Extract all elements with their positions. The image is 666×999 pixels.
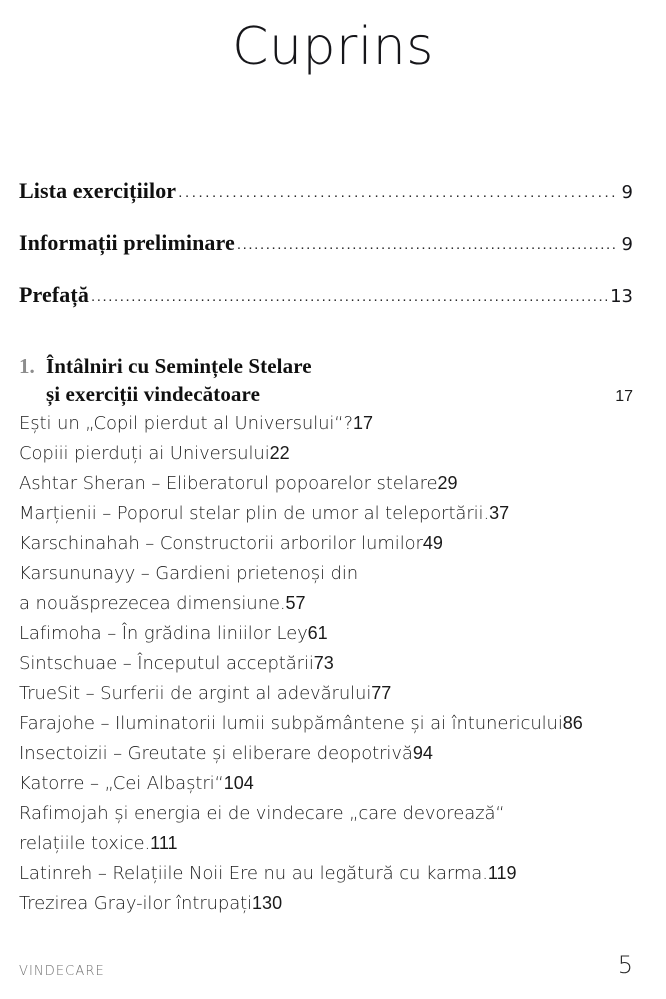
list-item[interactable] — [19, 893, 633, 923]
toc-entry-label: relațiile toxice. — [19, 833, 151, 854]
toc-entry-page: 29 — [437, 473, 458, 493]
footer-page-number: 5 — [617, 951, 633, 979]
toc-entry-page: 13 — [610, 286, 633, 307]
page-footer — [19, 951, 633, 979]
list-item[interactable] — [19, 623, 633, 653]
list-item[interactable] — [19, 803, 633, 833]
list-item[interactable] — [19, 863, 633, 893]
toc-entry-label: Katorre – „Cei Albaștri“ — [19, 773, 224, 794]
list-item[interactable] — [19, 833, 633, 863]
list-item[interactable] — [19, 533, 633, 563]
toc-content — [19, 178, 633, 923]
toc-entry-label: Lista exercițiilor — [19, 178, 177, 203]
toc-entry-page: 119 — [487, 863, 517, 883]
toc-entry-label: a nouăsprezecea dimensiune. — [19, 593, 286, 614]
list-item[interactable] — [19, 743, 633, 773]
page-title: Cuprins — [232, 17, 434, 77]
toc-entry-label: Informații preliminare — [19, 230, 235, 255]
toc-entry-label: Ești un „Copil pierdut al Universului“? — [19, 413, 353, 434]
toc-entry-page: 130 — [252, 893, 283, 913]
toc-entry-label: Marțienii – Poporul stelar plin de umor al teleportării. — [19, 503, 490, 524]
toc-entry-page: 94 — [412, 743, 433, 763]
toc-entry-page: 9 — [621, 234, 633, 255]
spacer — [19, 204, 633, 230]
toc-entry-page: 57 — [285, 593, 306, 613]
list-item[interactable] — [19, 773, 633, 803]
list-item[interactable] — [19, 443, 633, 473]
toc-entry-front[interactable] — [19, 282, 633, 308]
toc-entry-label: Farajohe – Iluminatorii lumii subpământene și ai întunericului — [19, 713, 563, 734]
toc-entry-label: Rafimojah și energia ei de vindecare „care devorează“ — [19, 803, 505, 824]
toc-entry-page: 61 — [307, 623, 328, 643]
toc-entry-label: Ashtar Sheran – Eliberatorul popoarelor stelare — [19, 473, 438, 494]
toc-entry-page: 17 — [352, 413, 374, 433]
list-item[interactable] — [19, 593, 633, 623]
chapter-title-line-2 — [19, 382, 633, 407]
toc-entry-label: TrueSit – Surferii de argint al adevărului — [19, 683, 372, 704]
toc-entry-label: Latinreh – Relațiile Noii Ere nu au legătură cu karma. — [19, 863, 488, 884]
toc-entry-label: Karschinahah – Constructorii arborilor lumilor — [19, 533, 423, 554]
list-item[interactable] — [19, 503, 633, 533]
chapter-heading[interactable] — [19, 354, 633, 407]
toc-entry-label: Trezirea Gray-ilor întrupați — [19, 893, 253, 914]
toc-entry-page: 77 — [371, 683, 392, 703]
toc-entry-page: 49 — [422, 533, 443, 553]
leader-dots — [237, 236, 616, 253]
toc-entry-label: Lafimoha – În grădina liniilor Ley — [19, 623, 308, 644]
toc-entry-page: 86 — [562, 713, 583, 733]
spacer — [19, 308, 633, 354]
leader-dots — [178, 184, 616, 201]
toc-entry-page: 37 — [489, 503, 510, 523]
list-item[interactable] — [19, 563, 633, 593]
list-item[interactable] — [19, 653, 633, 683]
front-matter-list — [19, 178, 633, 308]
toc-entry-label: Insectoizii – Greutate și eliberare deopotrivă — [19, 743, 413, 764]
leader-dots — [91, 288, 607, 305]
chapter-title: Întâlniri cu Semințele Stelare — [46, 354, 312, 378]
toc-entry-label: Sintschuae – Începutul acceptării — [19, 653, 314, 674]
spacer — [19, 256, 633, 282]
toc-entry-label: Copiii pierduți ai Universului — [19, 443, 270, 464]
list-item[interactable] — [19, 473, 633, 503]
section-entry-list — [19, 413, 633, 923]
toc-entry-page: 73 — [313, 653, 334, 673]
toc-entry-label: Karsununayy – Gardieni prietenoși din — [19, 563, 359, 584]
chapter-title-line-1 — [19, 354, 633, 379]
chapter-title-cont: și exerciții vindecătoare — [46, 382, 260, 406]
toc-entry-page: 9 — [621, 182, 633, 203]
toc-entry-label: Prefață — [19, 282, 89, 307]
chapter-number: 1. — [19, 354, 35, 378]
footer-book-title: VINDECARE — [19, 964, 105, 979]
toc-entry-front[interactable] — [19, 230, 633, 256]
list-item[interactable] — [19, 413, 633, 443]
list-item[interactable] — [19, 683, 633, 713]
toc-entry-page: 22 — [269, 443, 290, 463]
toc-entry-front[interactable] — [19, 178, 633, 204]
toc-entry-page: 104 — [223, 773, 254, 793]
list-item[interactable] — [19, 713, 633, 743]
toc-entry-page: 111 — [150, 833, 178, 853]
chapter-page: 17 — [615, 388, 633, 405]
